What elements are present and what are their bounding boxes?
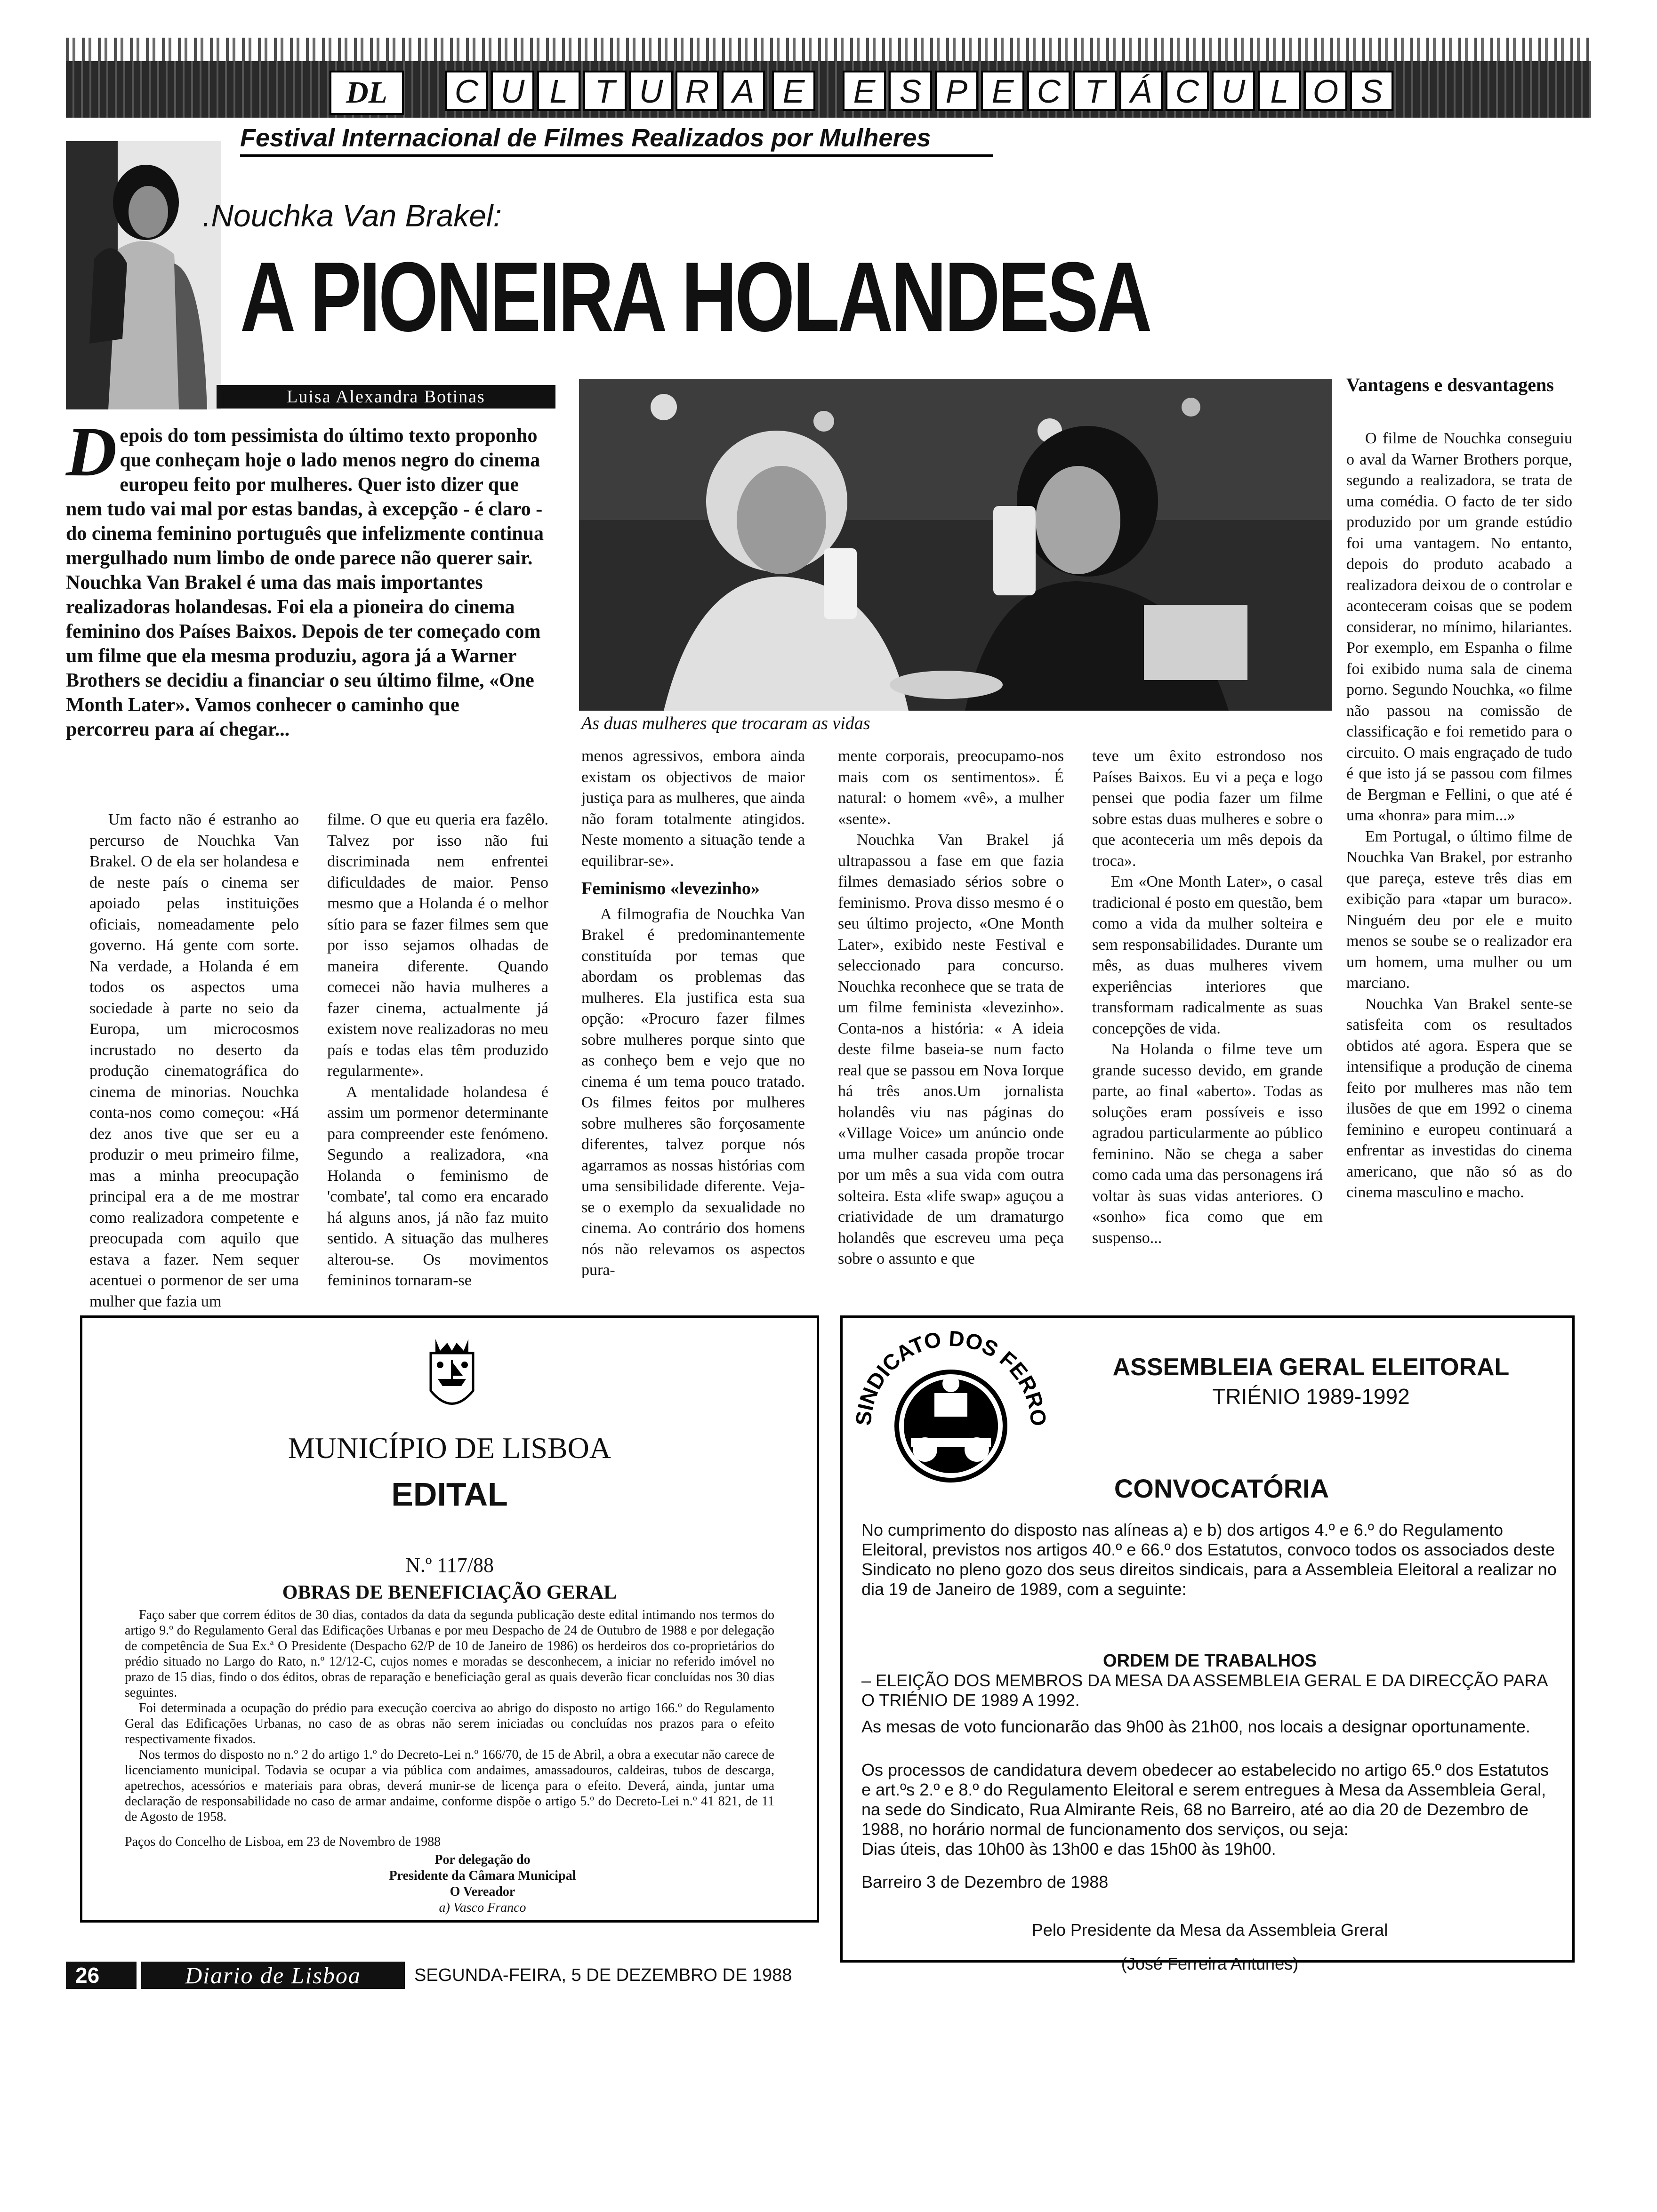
convocatoria-heading: CONVOCATÓRIA (1114, 1474, 1329, 1503)
assembleia-body (861, 1520, 1558, 1974)
body-column-5 (1092, 746, 1323, 1249)
paragraph: No cumprimento do disposto nas alíneas a) e b) dos artigos 4.º e 6.º do Regulamento Eleitoral, previstos nos artigos 40.º e 66.º dos Estatutos, convoco todos os associados deste Sindicato no pleno gozo dos seus direitos sindicais, para a Assembleia Eleitoral a realizar no dia 19 de Janeiro de 1989, com a seguinte: (861, 1520, 1557, 1599)
banner-texture (66, 38, 1591, 61)
signature-name: a) Vasco Franco (439, 1900, 526, 1915)
byline: Luisa Alexandra Botinas (217, 385, 555, 409)
banner-letter: S (1350, 71, 1393, 111)
paragraph: filme. O que eu queria era fazêlo. Talvez por isso não fui discriminada nem enfrentei dificuldades de maior. Penso mesmo que a Holanda é o melhor sítio para se fazer filmes sem que por isso sejamos olhadas de maneira diferente. Quando comecei não havia mulheres a fazer cinema, actualmente já existem nove realizadoras no meu país e todas elas têm produzido regularmente». (327, 811, 548, 1080)
assembleia-date: Barreiro 3 de Dezembro de 1988 (861, 1872, 1109, 1891)
sidebar-column (1346, 428, 1572, 1203)
banner-letter: U (1212, 71, 1255, 111)
portrait-photo (66, 141, 221, 409)
edital-subtitle: EDITAL (391, 1476, 508, 1513)
lisbon-coat-of-arms-icon (421, 1339, 483, 1419)
paragraph: A filmografia de Nouchka Van Brakel é predominantemente constituída por temas que abordam os problemas das mulheres. Ela justifica esta sua opção: «Procuro fazer filmes sobre mulheres porque sinto que as conheço bem e vejo que no cinema é um tema pouco tratado. Os filmes feitos por mulheres sobre mulheres são forçosamente diferentes, talvez porque nós agarramos as nossas histórias com uma sensibilidade diferente. Veja-se o exemplo da sexualidade no cinema. Ao contrário dos homens nós não relevamos os aspectos pura- (581, 905, 805, 1279)
edital-number: N.º 117/88 (405, 1554, 494, 1577)
column-subhead: Feminismo «levezinho» (581, 879, 760, 898)
assembleia-notice (840, 1315, 1575, 1973)
paragraph: – ELEIÇÃO DOS MEMBROS DA MESA DA ASSEMBLEIA GERAL E DA DIRECÇÃO PARA O TRIÉNIO DE 1989 A 1992. (861, 1671, 1547, 1710)
page-number: 26 (66, 1962, 137, 1989)
paragraph: Em Portugal, o último filme de Nouchka Van Brakel, por estranho que pareça, esteve três dias em exibição para «tapar um buraco». Ninguém deu por ele e muito menos se soube se o realizador era um homem, uma mulher ou um marciano. (1346, 827, 1572, 992)
banner-letter: S (889, 71, 932, 111)
paragraph: Dias úteis, das 10h00 às 13h00 e das 15h00 às 19h00. (861, 1839, 1276, 1859)
paragraph: Um facto não é estranho ao percurso de Nouchka Van Brakel. O de ela ser holandesa e de neste país o cinema ser apoiado pelas instituições oficiais, nomeadamente pelo governo. Há gente com sorte. Na verdade, a Holanda é em todos os aspectos uma sociedade à parte no seio da Europa, um microcosmos incrustado no deserto da produção cinematográfica do cinema de minorias. Nouchka conta-nos como começou: «Há dez anos tive que ser eu a produzir o meu primeiro filme, mas a minha preocupação principal era a de me mostrar como realizadora competente e preocupada com aquilo que estava a fazer. Nem sequer acentuei o pormenor de ser uma mulher que fazia um (89, 811, 299, 1310)
lead-text: epois do tom pessimista do último texto proponho que conheçam hoje o lado menos negro do cinema europeu feito por mulheres. Quer isto dizer que nem tudo vai mal por estas bandas, à excepção - é claro - do cinema feminino português que infelizmente continua mergulhado num limbo de onde parece não querer sair. Nouchka Van Brakel é uma das mais importantes realizadoras holandesas. Foi ela a pioneira do cinema feminino dos Países Baixos. Depois de ter começado com um filme que ela mesma produziu, agora já a Warner Brothers se decidiu a financiar o seu último filme, «One Month Later». Vamos conhecer o caminho que percorreu para aí chegar... (66, 425, 544, 740)
issue-date: SEGUNDA-FEIRA, 5 DE DEZEMBRO DE 1988 (414, 1965, 792, 1985)
article-lead (66, 413, 546, 742)
banner-letter: C (445, 71, 488, 111)
body-column-4 (838, 746, 1064, 1270)
article-headline: A PIONEIRA HOLANDESA (240, 241, 1150, 352)
edital-place-date: Paços do Concelho de Lisboa, em 23 de Novembro de 1988 (125, 1835, 441, 1849)
body-column-1 (89, 809, 299, 1312)
banner-letter: T (583, 71, 627, 111)
banner-letter: E (981, 71, 1024, 111)
banner-letter: Á (1119, 71, 1163, 111)
edital-notice (80, 1315, 819, 1923)
seal-text: SINDICATO DOS FERRO (851, 1327, 1051, 1427)
kicker-rule (240, 154, 993, 157)
paragraph: A mentalidade holandesa é assim um pormenor determinante para compreender este fenómeno. Segundo a realizadora, «na Holanda o feminismo de 'combate', tal como era encarado há alguns anos, já não faz muito sentido. A situação das mulheres alterou-se. Os movimentos femininos tornaram-se (327, 1083, 548, 1289)
banner-letter: E (772, 71, 815, 111)
edital-signature (318, 1852, 647, 1916)
paragraph: Nouchka Van Brakel já ultrapassou a fase em que fazia filmes demasiado sérios sobre o feminismo. Prova disso mesmo é o seu último projecto, «One Month Later», exibido neste Festival e seleccionado para concurso. Nouchka reconhece que se trata de um filme feminista «levezinho». Conta-nos a história: « A ideia deste filme baseia-se num facto real que se passou em Nova Iorque há três anos.Um jornalista holandês viu nas páginas do «Village Voice» um anúncio onde uma mulher casada propõe trocar por um mês a sua vida com outra solteira. Esta «life swap» aguçou a criatividade de um dramaturgo holandês que escreveu uma peça sobre o assunto e que (838, 831, 1064, 1267)
banner-letter: L (1258, 71, 1301, 111)
photo-caption: As duas mulheres que trocaram as vidas (581, 713, 870, 733)
banner-letter: O (1304, 71, 1347, 111)
paragraph: teve um êxito estrondoso nos Países Baixos. Eu vi a peça e logo pensei que podia fazer um filme sobre estas duas mulheres e sobre o que aconteceria um mês depois da troca». (1092, 747, 1323, 870)
section-word-espectaculos (843, 71, 1393, 111)
newspaper-brand: Diario de Lisboa (141, 1962, 405, 1989)
banner-letter: U (491, 71, 534, 111)
paragraph: Nouchka Van Brakel sente-se satisfeita com os resultados obtidos até agora. Espera que se intensifique a produção de cinema feito por mulheres mas não tem ilusões de que em 1992 o cinema feminino e europeu continuará a enfrentar as investidas do cinema americano, que não só as do cinema masculino e macho. (1346, 995, 1572, 1201)
banner-letter: A (722, 71, 765, 111)
paragraph: Em «One Month Later», o casal tradicional é posto em questão, bem como a vida da mulher solteira e sem responsabilidades. Durante um mês, as duas mulheres vivem experiências interiores que transformam radicalmente as suas concepções de vida. (1092, 873, 1323, 1037)
banner-letter: T (1073, 71, 1117, 111)
film-still-image (579, 379, 1332, 711)
paragraph: menos agressivos, embora ainda existam os objectivos de maior justiça para as mulheres, que ainda não foram totalmente atingidos. Neste momento a situação tende a equilibrar-se». (581, 747, 805, 870)
body-column-3 (581, 746, 805, 1281)
assembleia-title: ASSEMBLEIA GERAL ELEITORAL (1112, 1354, 1510, 1381)
banner-letter: C (1027, 71, 1070, 111)
assembleia-trienio: TRIÉNIO 1989-1992 (1212, 1384, 1410, 1409)
banner-letter: E (843, 71, 886, 111)
body-column-2 (327, 809, 548, 1291)
drop-cap: D (66, 413, 117, 491)
banner-letter: L (537, 71, 580, 111)
paragraph: Na Holanda o filme teve um grande sucesso devido, em grande parte, ao final «aberto». Todas as soluções eram possíveis e isso agradou particularmente ao público feminino. Não se chega a saber como cada uma das personagens irá voltar às suas vidas anteriores. O «sonho» fica como que em suspenso... (1092, 1041, 1323, 1247)
article-subhead: .Nouchka Van Brakel: (202, 198, 502, 233)
paragraph: O filme de Nouchka conseguiu o aval da Warner Brothers porque, segundo a realizadora, se trata de uma comédia. O facto de ter sido produzido por um grande estúdio foi uma vantagem. No entanto, depois do produto acabado a realizadora deixou de o controlar e aconteceram coisas que se podem considerar, no mínimo, hilariantes. Por exemplo, em Espanha o filme foi exibido numa sala de cinema porno. Segundo Nouchka, «o filme não passou na comissão de classificação e foi remetido para o circuito. O mais engraçado de tudo é que isto já se passou com filmes de Bergman e Fellini, o que até é uma «honra» para mim...» (1346, 430, 1572, 824)
section-word-cultura (445, 71, 765, 111)
banner-letter: R (676, 71, 719, 111)
banner-letter: P (935, 71, 978, 111)
paragraph: As mesas de voto funcionarão das 9h00 às 21h00, nos locais a designar oportunamente. (861, 1717, 1530, 1736)
signature-line: O Vereador (450, 1884, 515, 1899)
portrait-image (66, 141, 221, 409)
banner-letter: U (629, 71, 673, 111)
paragraph: Faço saber que correm éditos de 30 dias, contados da data da segunda publicação deste edital intimando nos termos do artigo 9.º do Regulamento Geral das Edificações Urbanas e por meu Despacho de 24 de Outubro de 1988 e por delegação de competência de Sua Ex.ª O Presidente (Despacho 62/P de 10 de Janeiro de 1986) os herdeiros dos co-proprietários do prédio situado no Largo do Rato, n.º 12/12-C, cujos nomes e moradas se desconhecem, a iniciar no referido imóvel no prazo de 15 dias, findo o dos éditos, obras de reparação e beneficiação geral as quais deverão ficar concluídas nos 30 dias seguintes. (125, 1608, 774, 1700)
banner-letter: C (1166, 71, 1209, 111)
dl-logo: DL (330, 71, 404, 115)
assembleia-signatory: (José Ferreira Antunes) (1121, 1954, 1299, 1973)
article-kicker: Festival Internacional de Filmes Realizados por Mulheres (240, 124, 931, 152)
signature-line: Presidente da Câmara Municipal (389, 1868, 576, 1883)
paragraph: Nos termos do disposto no n.º 2 do artigo 1.º do Decreto-Lei n.º 166/70, de 15 de Abril, a obra a executar não carece de licenciamento municipal. Todavia se ocupar a via pública com andaimes, amassadouros, caldeiras, tubos de descarga, apetrechos, acessórios e materiais para obras, deverá munir-se de licença para o efeito. Deverá, ainda, juntar uma declaração de responsabilidade no caso de armar andaime, conforme dispõe o artigo 5.º do Decreto-Lei n.º 41 821, de 11 de Agosto de 1958. (125, 1747, 774, 1824)
paragraph: Os processos de candidatura devem obedecer ao estabelecido no artigo 65.º dos Estatutos e art.ºs 2.º e 8.º do Regulamento Eleitoral e serem entregues à Mesa da Assembleia Geral, na sede do Sindicato, Rua Almirante Reis, 68 no Barreiro, até ao dia 20 de Dezembro de 1988, no horário normal de funcionamento dos serviços, ou seja: (861, 1760, 1549, 1839)
ordem-heading: ORDEM DE TRABALHOS (1103, 1651, 1317, 1671)
sidebar-heading: Vantagens e desvantagens (1346, 374, 1554, 395)
edital-title: MUNICÍPIO DE LISBOA (288, 1431, 611, 1465)
paragraph: mente corporais, preocupamo-nos mais com os sentimentos». É natural: o homem «vê», a mulher «sente». (838, 747, 1064, 828)
assembleia-signature: Pelo Presidente da Mesa da Assembleia Greral (1031, 1920, 1388, 1940)
edital-heading: OBRAS DE BENEFICIAÇÃO GERAL (282, 1582, 617, 1603)
signature-line: Por delegação do (434, 1852, 531, 1867)
paragraph: Foi determinada a ocupação do prédio para execução coerciva ao abrigo do disposto no artigo 166.º do Regulamento Geral das Edificações Urbanas, no caso de as obras não serem iniciadas ou concluídas nos prazos para o efeito respectivamente fixados. (125, 1701, 774, 1747)
coat-of-arms-graphic (421, 1339, 483, 1419)
edital-body (125, 1607, 774, 1850)
section-word-e (772, 71, 815, 111)
film-still-photo (579, 379, 1332, 711)
